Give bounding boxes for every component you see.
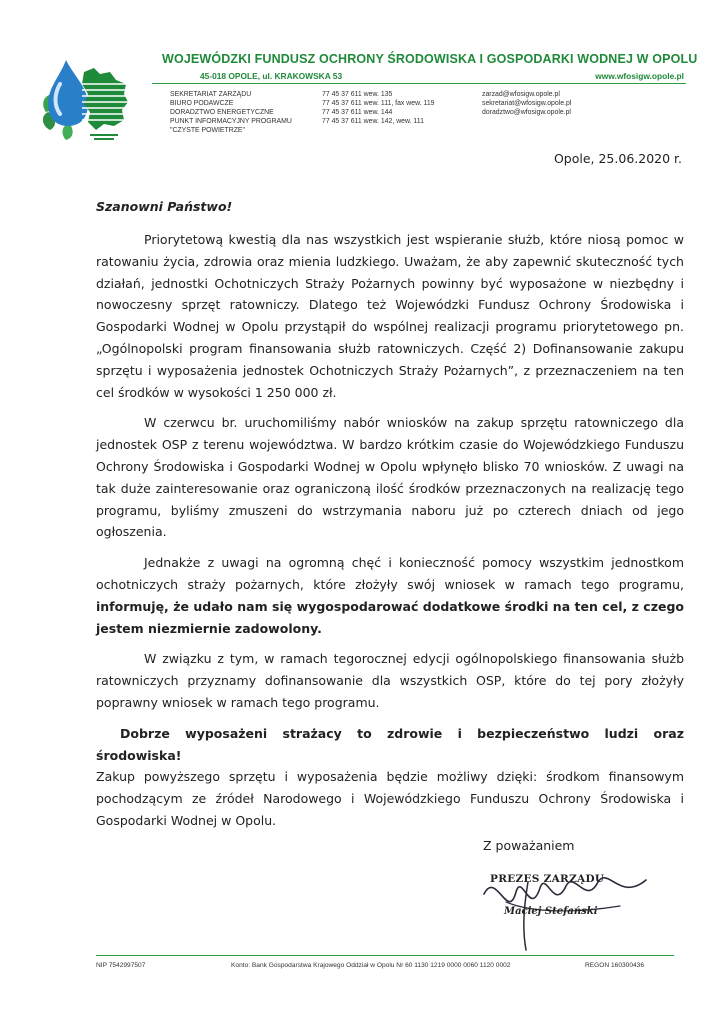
letter-date: Opole, 25.06.2020 r. — [553, 151, 682, 166]
email-link[interactable]: doradztwo@wfosigw.opole.pl — [482, 109, 571, 116]
phone-item: 77 45 37 611 wew. 144 — [322, 109, 393, 116]
department-list — [170, 90, 292, 135]
closing: Z poważaniem — [483, 838, 575, 853]
email-link[interactable]: zarzad@wfosigw.opole.pl — [482, 91, 560, 98]
paragraph-3-text: Jednakże z uwagi na ogromną chęć i konieczność pomocy wszystkim jednostkom ochotniczych straży pożarnych, które złożyły swój wniosek w ramach tego programu, — [96, 555, 684, 592]
phone-list — [322, 90, 435, 126]
letter-body — [96, 229, 684, 841]
footer-regon: REGON 160300436 — [585, 962, 645, 969]
wfosigw-logo — [38, 54, 134, 150]
phone-item: 77 45 37 611 wew. 111, fax wew. 119 — [322, 100, 435, 107]
paragraph-3 — [96, 552, 684, 639]
paragraph-5: Zakup powyższego sprzętu i wyposażenia będzie możliwy dzięki: środkom finansowym pochodzącym ze źródeł Narodowego i Wojewódzkiego Funduszu Ochrony Środowiska i Gospodarki Wodnej w Opolu. — [96, 769, 684, 828]
footer-bank-account: Konto: Bank Gospodarstwa Krajowego Oddział w Opolu Nr 60 1130 1219 0000 0060 1120 0002 — [231, 962, 511, 969]
footer-nip: NIP 7542997507 — [96, 962, 146, 969]
slogan: Dobrze wyposażeni strażacy to zdrowie i bezpieczeństwo ludzi oraz środowiska! — [96, 725, 684, 763]
logo-region-map-icon — [82, 68, 128, 130]
department-item: PUNKT INFORMACYJNY PROGRAMU — [170, 118, 292, 125]
paragraph-3-emphasis: informuję, że udało nam się wygospodarować dodatkowe środki na ten cel, z czego jestem niezmiernie zadowolony. — [96, 598, 684, 636]
department-item: BIURO PODAWCZE — [170, 100, 234, 107]
paragraph-4: W związku z tym, w ramach tegorocznej edycji ogólnopolskiego finansowania służb ratowniczych przyznamy dofinansowanie dla wszystkich OSP, które do tej pory złożyły poprawny wniosek w ramach tego programu. — [96, 651, 684, 710]
footer-divider — [96, 955, 674, 956]
signatory-title: PREZES ZARZĄDU — [490, 873, 605, 885]
email-list — [482, 90, 571, 117]
department-item: "CZYSTE POWIETRZE" — [170, 127, 245, 134]
paragraph-1: Priorytetową kwestią dla nas wszystkich jest wspieranie służb, które niosą pomoc w ratowaniu życia, zdrowia oraz mienia ludzkiego. Uważam, że aby zapewnić skuteczność tych działań, jednostki Ochotniczych Straży Pożarnych powinny być wyposażone w niezbędny i nowoczesny sprzęt ratowniczy. Dlatego też Wojewódzki Fundusz Ochrony Środowiska i Gospodarki Wodnej w Opolu przystąpił do wspólnej realizacji programu priorytetowego pn. „Ogólnopolski program finansowania służb ratowniczych. Część 2) Dofinansowanie zakupu sprzętu i wyposażenia jednostek Ochotniczych Straży Pożarnych”, z przeznaczeniem na ten cel środków w wysokości 1 250 000 zł. — [96, 232, 684, 400]
department-item: SEKRETARIAT ZARZĄDU — [170, 91, 252, 98]
org-address: 45-018 OPOLE, ul. KRAKOWSKA 53 — [200, 71, 343, 81]
logo-leaf-icon — [63, 124, 73, 140]
department-item: DORADZTWO ENERGETYCZNE — [170, 109, 274, 116]
org-name: WOJEWÓDZKI FUNDUSZ OCHRONY ŚRODOWISKA I GOSPODARKI WODNEJ W OPOLU — [162, 52, 698, 66]
signatory-name: Maciej Stefański — [504, 906, 598, 917]
paragraph-2: W czerwcu br. uruchomiliśmy nabór wniosków na zakup sprzętu ratowniczego dla jednostek OSP z terenu województwa. W bardzo krótkim czasie do Wojewódzkiego Funduszu Ochrony Środowiska i Gospodarki Wodnej w Opolu wpłynęło blisko 70 wniosków. Z uwagi na tak duże zainteresowanie oraz ograniczoną ilość środków przeznaczonych na realizację tego programu, byliśmy zmuszeni do wstrzymania naboru już po czterech dniach od jego ogłoszenia. — [96, 415, 684, 540]
org-website-link[interactable]: www.wfosigw.opole.pl — [595, 71, 684, 81]
phone-item: 77 45 37 611 wew. 142, wew. 111 — [322, 118, 424, 125]
salutation: Szanowni Państwo! — [96, 199, 233, 214]
logo-water-drop-icon — [48, 60, 88, 126]
phone-item: 77 45 37 611 wew. 135 — [322, 91, 393, 98]
email-link[interactable]: sekretariat@wfosigw.opole.pl — [482, 100, 572, 107]
letterhead-divider — [152, 83, 686, 84]
